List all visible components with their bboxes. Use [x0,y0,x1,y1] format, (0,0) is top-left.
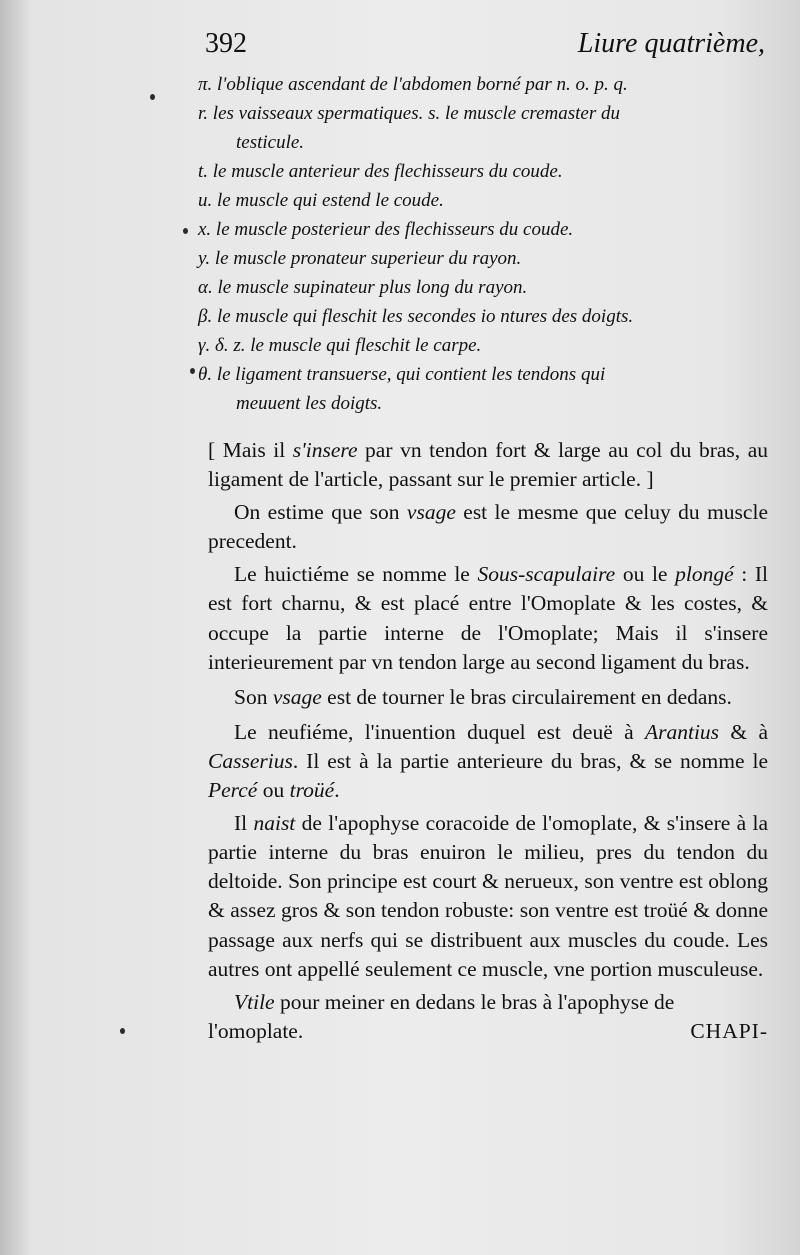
legend-line: α. le muscle supinateur plus long du rayon. [198,277,528,298]
ink-spot [120,1028,125,1034]
paragraph [208,718,768,805]
last-line-text: l'omoplate. [208,1018,304,1043]
legend-line: meuuent les doigts. [236,393,383,414]
legend-line: testicule. [236,132,305,153]
ink-spot [183,228,188,234]
italic-text: vsage [272,684,322,709]
page-number: 392 [205,28,247,59]
paragraph [208,560,768,676]
text-run: : Il est fort charnu, & est placé entre l'Omoplate & les costes, & occupe la partie interne de l'Omoplate; Mais il s'insere interieurement par vn tendon large au second ligament du bras. [208,562,768,674]
text-run: . Il est à la partie anterieure du bras, & se nomme le [292,748,768,773]
italic-text: Vtile [234,989,275,1014]
legend-line: θ. le ligament transuerse, qui contient les tendons qui [198,364,606,385]
text-run: On estime que son [234,500,407,525]
legend-line: r. les vaisseaux spermatiques. s. le muscle cremaster du [198,103,620,124]
figure-legend [198,70,773,418]
text-run: pour meiner en dedans le bras à l'apophyse de [274,989,675,1014]
italic-text: Percé [208,778,258,803]
text-run: est le mesme que celuy du muscle precedent. [208,500,768,554]
italic-text: vsage [406,500,456,525]
body-text [208,436,768,1046]
ink-spot [150,94,155,100]
italic-text: naist [253,811,296,836]
legend-line: γ. δ. z. le muscle qui fleschit le carpe. [198,335,482,356]
catchword: CHAPI- [690,1018,768,1043]
final-line [208,1017,768,1046]
legend-line: u. le muscle qui estend le coude. [198,190,444,211]
text-run: est de tourner le bras circulairement en dedans. [321,684,732,709]
paragraph [208,809,768,984]
italic-text: s'insere [292,438,358,462]
legend-line: x. le muscle posterieur des flechisseurs du coude. [198,219,574,240]
text-run: ou [257,778,290,803]
text-run: Il [234,811,254,836]
paragraph [208,436,768,494]
text-run: par vn tendon fort & large au col du bras, au ligament de l'article, passant sur le premier article. ] [208,438,768,492]
ink-spot [190,368,195,374]
paragraph [208,498,768,556]
page-header [205,28,765,68]
italic-text: plongé [675,562,734,587]
text-run: Le huictiéme se nomme le [234,562,478,587]
legend-line: β. le muscle qui fleschit les secondes io ntures des doigts. [198,306,634,327]
text-run: ou le [615,562,676,587]
legend-line: π. l'oblique ascendant de l'abdomen borné par n. o. p. q. [198,74,628,95]
text-run: [ Mais il [208,438,293,462]
text-run: . [334,778,340,803]
text-run: de l'apophyse coracoide de l'omoplate, & s'insere à la partie interne du bras enuiron le milieu, pres du tendon du deltoide. Son principe est court & nerueux, son ventre est oblong & assez gros & son tendon robuste: son ventre est troüé & donne passage aux nerfs qui se distribuent aux muscles du coude. Les autres ont appellé seulement ce muscle, vne portion musculeuse. [208,811,768,981]
italic-text: Arantius [644,719,720,744]
legend-line: t. le muscle anterieur des flechisseurs du coude. [198,161,563,182]
paragraph [208,988,768,1017]
italic-text: troüé [289,778,335,803]
paragraph [208,683,768,712]
text-run: Son [234,684,273,709]
text-run: Le neufiéme, l'inuention duquel est deuë à [234,719,645,744]
italic-text: Casserius [208,748,293,773]
legend-line: y. le muscle pronateur superieur du rayon. [198,248,522,269]
text-run: & à [719,719,768,744]
running-title: Liure quatrième, [577,28,765,59]
italic-text: Sous-scapulaire [477,562,616,587]
